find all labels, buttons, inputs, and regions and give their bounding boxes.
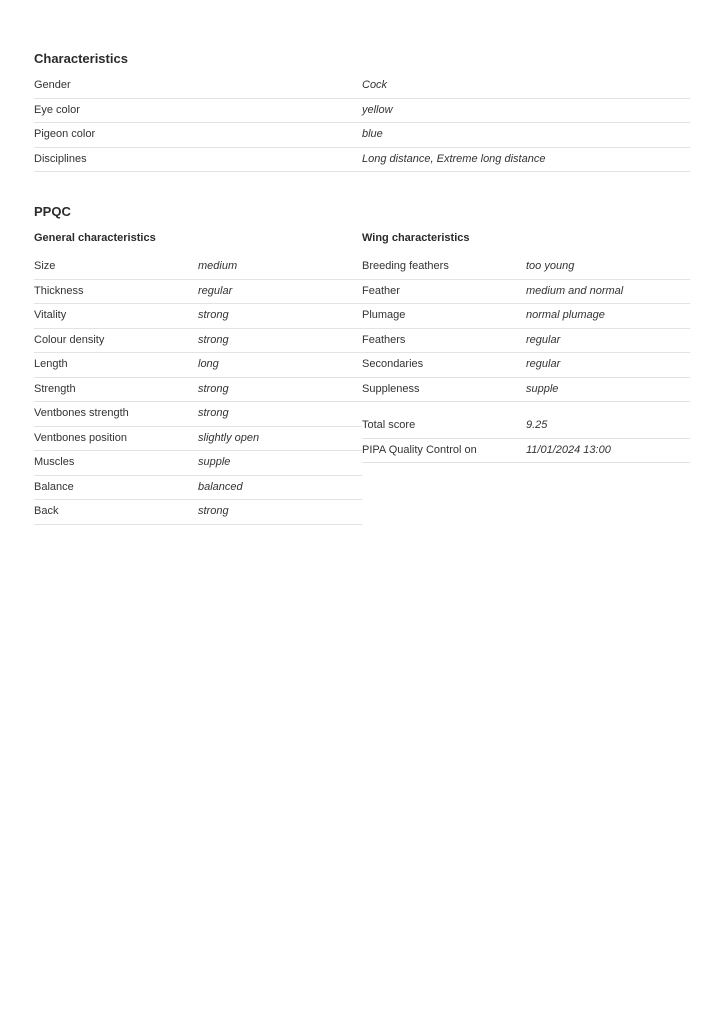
table-row [362, 255, 690, 280]
row-value: regular [526, 333, 561, 346]
row-value: supple [198, 456, 231, 468]
table-row [34, 74, 690, 99]
general-characteristics-table [34, 255, 362, 525]
row-label: Suppleness [362, 382, 420, 395]
row-value: slightly open [198, 431, 260, 444]
table-row [34, 378, 362, 403]
row-label: Strength [34, 382, 76, 395]
row-label: Feathers [362, 333, 406, 346]
table-row [34, 451, 362, 476]
row-value: strong [198, 309, 229, 321]
row-label: Total score [362, 419, 416, 431]
table-row [34, 148, 690, 173]
table-row [34, 353, 362, 378]
row-value: medium and normal [526, 284, 624, 297]
row-label: Feather [362, 284, 400, 297]
table-row [362, 304, 690, 329]
row-label: Breeding feathers [362, 260, 449, 272]
row-label: Size [34, 260, 56, 272]
table-row [362, 280, 690, 305]
row-value: normal plumage [526, 309, 605, 321]
score-table [362, 414, 690, 463]
row-value: supple [526, 382, 559, 395]
row-value: balanced [198, 480, 243, 493]
row-value: strong [198, 333, 229, 346]
wing-characteristics-table [362, 255, 690, 402]
table-row [34, 99, 690, 124]
row-value: Cock [362, 79, 388, 91]
row-label: Ventbones strength [34, 407, 129, 419]
table-row [362, 439, 690, 464]
row-value: 11/01/2024 13:00 [526, 443, 611, 456]
row-label: Length [34, 358, 68, 370]
table-row [34, 402, 362, 427]
row-label: Pigeon color [34, 128, 96, 140]
row-value: strong [198, 407, 229, 419]
row-label: Balance [34, 480, 74, 493]
row-value: strong [198, 505, 229, 517]
characteristics-heading: Characteristics [34, 51, 128, 66]
table-row [34, 255, 362, 280]
row-label: Eye color [34, 103, 80, 116]
row-value: 9.25 [526, 419, 548, 431]
table-row [34, 123, 690, 148]
row-label: Secondaries [362, 358, 424, 370]
table-row [362, 414, 690, 439]
row-value: long [198, 358, 219, 370]
table-row [362, 353, 690, 378]
table-row [362, 329, 690, 354]
table-row [34, 329, 362, 354]
row-value: Long distance, Extreme long distance [362, 152, 546, 165]
general-characteristics-heading: General characteristics [34, 232, 156, 244]
row-label: Vitality [34, 309, 67, 321]
row-value: regular [198, 284, 233, 297]
characteristics-table [34, 74, 690, 172]
table-row [34, 500, 362, 525]
row-label: Plumage [362, 309, 406, 321]
row-label: Thickness [34, 284, 84, 297]
ppqc-heading: PPQC [34, 204, 71, 219]
row-label: PIPA Quality Control on [362, 443, 477, 456]
wing-characteristics-heading: Wing characteristics [362, 232, 470, 244]
row-value: strong [198, 382, 229, 395]
row-value: yellow [362, 103, 393, 116]
row-label: Muscles [34, 456, 75, 468]
row-label: Gender [34, 79, 71, 91]
row-value: blue [362, 128, 383, 140]
table-row [34, 304, 362, 329]
row-value: medium [198, 260, 238, 272]
table-row [34, 427, 362, 452]
row-value: too young [526, 260, 575, 272]
row-label: Disciplines [34, 152, 87, 165]
row-label: Ventbones position [34, 431, 127, 444]
row-label: Back [34, 505, 59, 517]
table-row [34, 280, 362, 305]
row-value: regular [526, 358, 561, 370]
table-row [34, 476, 362, 501]
table-row [362, 378, 690, 403]
row-label: Colour density [34, 333, 105, 346]
